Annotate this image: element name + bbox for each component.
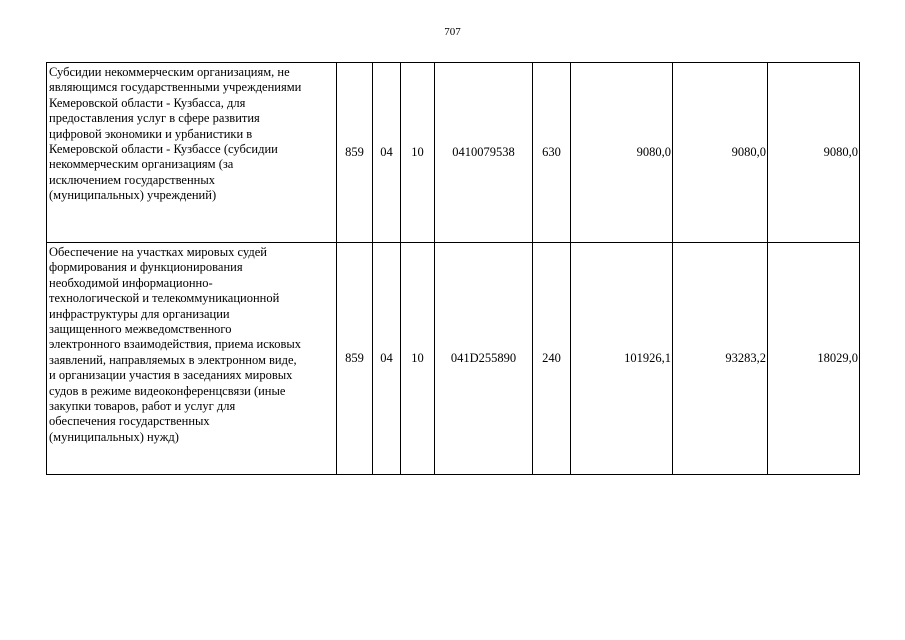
section-code: 04	[373, 63, 401, 243]
description-line: цифровой экономики и урбанистики в	[49, 126, 253, 141]
subsection-code: 10	[401, 63, 435, 243]
row-description	[47, 63, 337, 243]
ministry-code: 859	[337, 63, 373, 243]
description-line: Обеспечение на участках мировых судей	[49, 245, 267, 259]
description-line: обеспечения государственных	[49, 414, 210, 429]
description-line: инфраструктуры для организации	[49, 306, 230, 321]
description-line: Кемеровской области - Кузбассе (субсидии	[49, 142, 278, 157]
description-line: и организации участия в заседаниях мировых	[49, 368, 293, 383]
ministry-code: 859	[337, 243, 373, 475]
expense-type-code: 630	[533, 63, 571, 243]
amount-year-3: 9080,0	[768, 63, 860, 243]
description-line: (муниципальных) нужд)	[49, 429, 179, 444]
page-number: 707	[444, 26, 461, 38]
subsection-code: 10	[401, 243, 435, 475]
table-row	[47, 243, 860, 475]
target-article-code: 0410079538	[435, 63, 533, 243]
section-code: 04	[373, 243, 401, 475]
description-line: судов в режиме видеоконференцсвязи (иные	[49, 383, 286, 398]
amount-year-2: 9080,0	[673, 63, 768, 243]
amount-year-1: 9080,0	[571, 63, 673, 243]
description-line: являющимся государственными учреждениями	[49, 80, 302, 95]
description-line: электронного взаимодействия, приема исковых	[49, 337, 301, 352]
description-line: Субсидии некоммерческим организациям, не	[49, 65, 290, 79]
description-line: исключением государственных	[49, 172, 216, 187]
description-line: (муниципальных) учреждений)	[49, 188, 217, 203]
amount-year-3: 18029,0	[768, 243, 860, 475]
description-line: предоставления услуг в сфере развития	[49, 111, 260, 126]
table-row	[47, 63, 860, 243]
target-article-code: 041D255890	[435, 243, 533, 475]
row-description	[47, 243, 337, 475]
description-line: закупки товаров, работ и услуг для	[49, 399, 236, 414]
description-line: некоммерческим организациям (за	[49, 157, 234, 172]
expense-type-code: 240	[533, 243, 571, 475]
description-line: необходимой информационно-	[49, 275, 213, 290]
description-line: технологической и телекоммуникационной	[49, 291, 280, 306]
description-line: заявлений, направляемых в электронном виде,	[49, 352, 297, 367]
description-line: защищенного межведомственного	[49, 322, 232, 337]
budget-table	[46, 62, 860, 475]
amount-year-2: 93283,2	[673, 243, 768, 475]
description-line: Кемеровской области - Кузбасса, для	[49, 95, 246, 110]
amount-year-1: 101926,1	[571, 243, 673, 475]
description-line: формирования и функционирования	[49, 260, 243, 275]
